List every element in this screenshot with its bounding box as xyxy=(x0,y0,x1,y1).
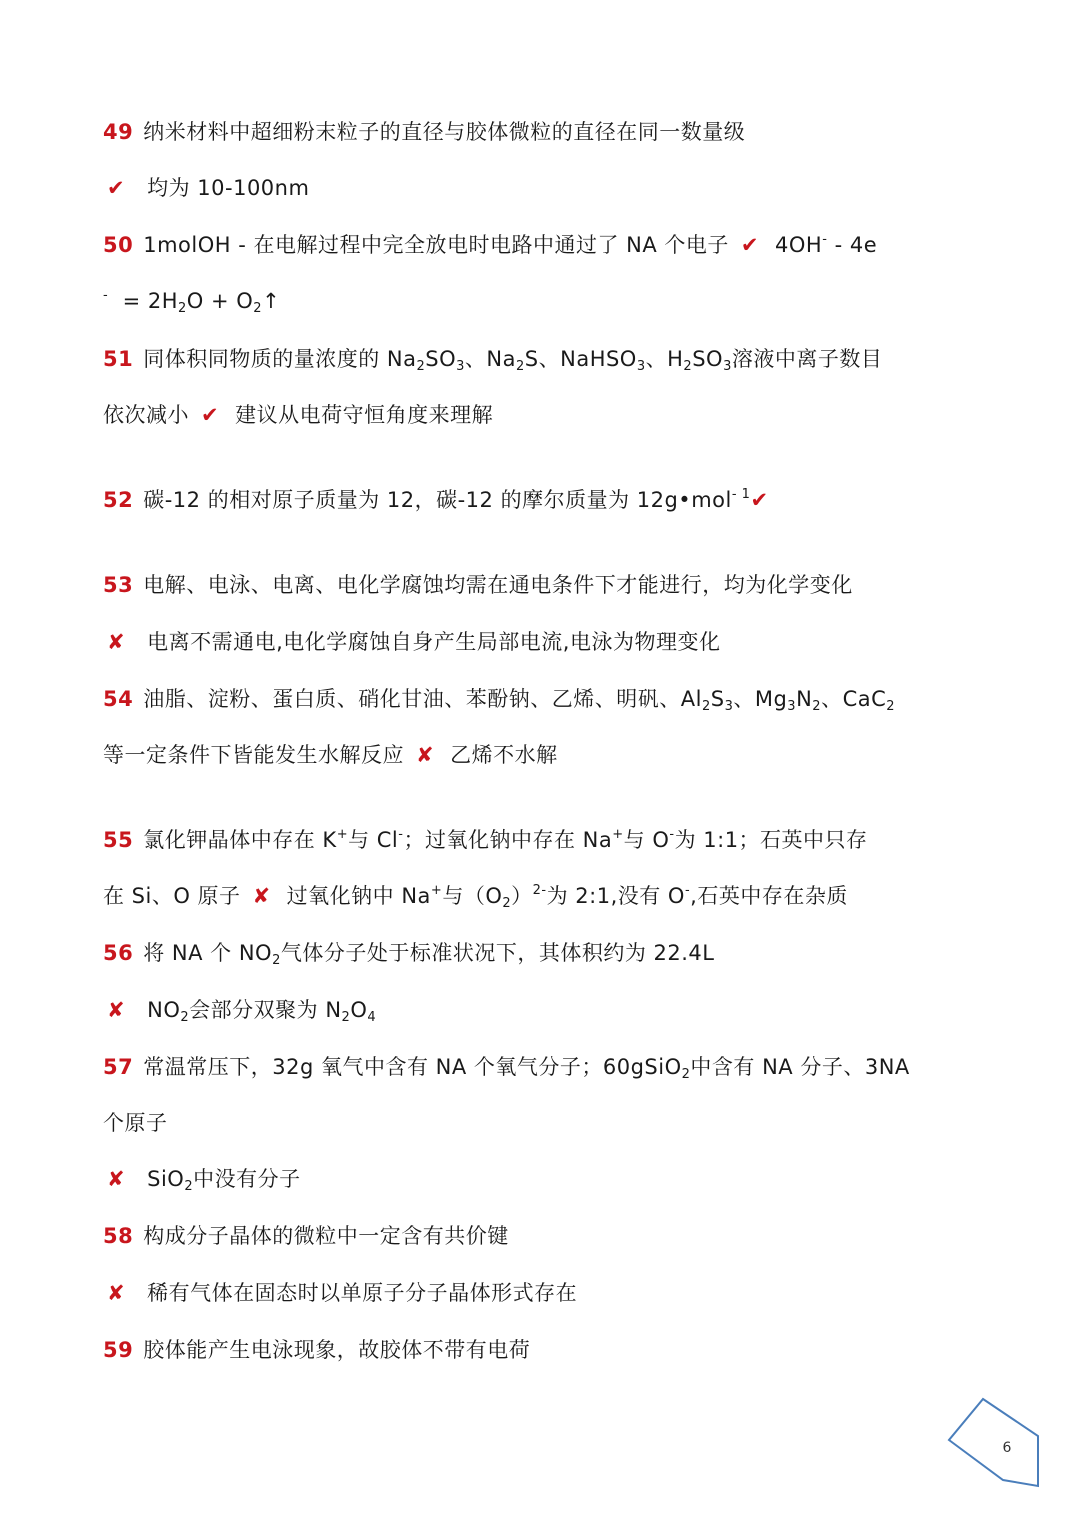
q49-statement xyxy=(103,117,1020,147)
q55-answer-text: 为 2:1,没有 O xyxy=(546,884,685,908)
q50-sup: - xyxy=(822,232,828,247)
q56-answer-text: NO xyxy=(147,998,181,1022)
q57-continuation xyxy=(103,1108,1020,1138)
q57-text: 中含有 NA 分子、3NA xyxy=(690,1055,910,1079)
q55-answer-text: ） xyxy=(511,884,533,908)
q51-text: SO xyxy=(425,347,457,371)
q56-sub: 2 xyxy=(180,1010,190,1025)
q50-formula-part: = 2H xyxy=(122,289,178,313)
q55-sup: + xyxy=(612,827,624,842)
q51-text: SO xyxy=(692,347,724,371)
q50-sub: 2 xyxy=(253,301,263,316)
q54-sub: 3 xyxy=(724,699,734,714)
q55-sup: - xyxy=(684,883,691,898)
q54-text: 油脂、淀粉、蛋白质、硝化甘油、苯酚钠、乙烯、明矾、Al xyxy=(143,687,702,711)
q54-sub: 2 xyxy=(812,699,822,714)
check-icon: ✔ xyxy=(750,488,769,512)
q51-sub: 3 xyxy=(723,359,732,374)
q50-formula-part: - 4e xyxy=(827,233,878,257)
q55-sup: + xyxy=(336,827,349,842)
q57-sub: 2 xyxy=(681,1067,691,1082)
q51-sub: 3 xyxy=(636,359,646,374)
q56-sub: 4 xyxy=(367,1010,377,1025)
page-badge-icon xyxy=(945,1396,1041,1490)
q57-text: 常温常压下，32g 氧气中含有 NA 个氧气分子；60gSiO xyxy=(143,1055,682,1079)
q51-sub: 2 xyxy=(416,359,426,374)
cross-icon: ✘ xyxy=(107,998,126,1022)
q56-answer xyxy=(103,995,1020,1025)
q49-text: 纳米材料中超细粉末粒子的直径与胶体微粒的直径在同一数量级 xyxy=(143,120,746,144)
q51-sub: 3 xyxy=(456,359,465,374)
q51-text: 、Na xyxy=(464,347,516,371)
q58-answer xyxy=(103,1278,1020,1308)
q55-sup: + xyxy=(430,883,443,898)
q55-text: 为 1:1；石英中只存 xyxy=(674,828,868,852)
q55-answer-text: ,石英中存在杂质 xyxy=(690,884,848,908)
page-number: 6 xyxy=(1002,1440,1012,1456)
q50-formula-part: O + O xyxy=(186,289,254,313)
q56-number: 56 xyxy=(103,941,134,965)
q58-number: 58 xyxy=(103,1224,134,1248)
q57-text: 个原子 xyxy=(103,1111,168,1135)
q54-sub: 3 xyxy=(787,699,797,714)
q50-formula-line xyxy=(103,286,1020,316)
q54-text: 、CaC xyxy=(821,687,887,711)
q55-text: 与 Cl xyxy=(348,828,399,852)
q50-text: 1molOH - 在电解过程中完全放电时电路中通过了 NA 个电子 xyxy=(143,233,729,257)
q51-text: 同体积同物质的量浓度的 Na xyxy=(143,347,417,371)
q55-statement xyxy=(103,825,1020,855)
cross-icon: ✘ xyxy=(107,1167,126,1191)
q57-answer xyxy=(103,1164,1020,1194)
q56-answer-text: 会部分双聚为 N xyxy=(189,998,342,1022)
q52-sup: - 1 xyxy=(731,487,751,502)
q50-sub: 2 xyxy=(178,301,187,316)
q55-text: 氯化钾晶体中存在 K xyxy=(143,828,337,852)
q52-number: 52 xyxy=(103,488,134,512)
check-icon: ✔ xyxy=(201,403,220,427)
q50-arrow: ↑ xyxy=(262,289,281,313)
q51-sub: 2 xyxy=(516,359,525,374)
q52-statement xyxy=(103,485,1020,515)
q55-number: 55 xyxy=(103,828,134,852)
q53-number: 53 xyxy=(103,573,134,597)
check-icon: ✔ xyxy=(107,176,126,200)
q57-answer-text: 中没有分子 xyxy=(193,1167,301,1191)
q55-sup: 2- xyxy=(532,883,547,898)
q57-sub: 2 xyxy=(184,1179,194,1194)
q56-sub: 2 xyxy=(272,953,281,968)
q56-sub: 2 xyxy=(341,1010,351,1025)
q51-statement xyxy=(103,344,1020,374)
q54-text: N xyxy=(796,687,813,711)
q54-continuation xyxy=(103,740,1020,770)
q55-continuation xyxy=(103,881,1020,911)
q55-answer-text: 过氧化钠中 Na xyxy=(286,884,431,908)
q58-answer-text: 稀有气体在固态时以单原子分子晶体形式存在 xyxy=(147,1281,578,1305)
q53-answer-text: 电离不需通电,电化学腐蚀自身产生局部电流,电泳为物理变化 xyxy=(147,630,721,654)
cross-icon: ✘ xyxy=(107,630,126,654)
q54-sub: 2 xyxy=(701,699,711,714)
q56-text: 将 NA 个 NO xyxy=(143,941,273,965)
q54-number: 54 xyxy=(103,687,134,711)
q59-number: 59 xyxy=(103,1338,134,1362)
q51-text: 溶液中离子数目 xyxy=(731,347,883,371)
q59-text: 胶体能产生电泳现象，故胶体不带有电荷 xyxy=(143,1338,531,1362)
q59-statement xyxy=(103,1335,1020,1365)
q51-sub: 2 xyxy=(683,359,693,374)
q55-text: 在 Si、O 原子 xyxy=(103,884,241,908)
cross-icon: ✘ xyxy=(107,1281,126,1305)
q50-sup: - xyxy=(103,288,109,303)
q55-sup: - xyxy=(669,827,675,842)
q51-answer-text: 建议从电荷守恒角度来理解 xyxy=(235,403,494,427)
q52-text: 碳-12 的相对原子质量为 12，碳-12 的摩尔质量为 12g•mol xyxy=(143,488,732,512)
check-icon: ✔ xyxy=(740,233,760,257)
q56-answer-text: O xyxy=(350,998,368,1022)
q51-text: 依次减小 xyxy=(103,403,189,427)
q55-answer-text: 与（O xyxy=(442,884,503,908)
q54-answer-text: 乙烯不水解 xyxy=(450,743,558,767)
q51-continuation xyxy=(103,400,1020,430)
q56-text: 气体分子处于标准状况下，其体积约为 22.4L xyxy=(280,941,715,965)
q51-number: 51 xyxy=(103,347,134,371)
q50-statement xyxy=(103,230,1020,260)
q55-text: 与 O xyxy=(623,828,670,852)
q54-statement xyxy=(103,684,1020,714)
q53-statement xyxy=(103,570,1020,600)
cross-icon: ✘ xyxy=(252,884,271,908)
q53-text: 电解、电泳、电离、电化学腐蚀均需在通电条件下才能进行，均为化学变化 xyxy=(143,573,853,597)
q49-number: 49 xyxy=(103,120,134,144)
q57-number: 57 xyxy=(103,1055,134,1079)
cross-icon: ✘ xyxy=(416,743,435,767)
q49-answer-text: 均为 10-100nm xyxy=(147,176,310,200)
q54-text: S xyxy=(710,687,725,711)
q55-sub: 2 xyxy=(502,896,512,911)
q55-text: ；过氧化钠中存在 Na xyxy=(403,828,613,852)
q56-statement xyxy=(103,938,1020,968)
q51-text: S、NaHSO xyxy=(524,347,637,371)
q54-text: 、Mg xyxy=(733,687,788,711)
q57-statement xyxy=(103,1052,1020,1082)
q53-answer xyxy=(103,627,1020,657)
q58-statement xyxy=(103,1221,1020,1251)
q50-number: 50 xyxy=(103,233,134,257)
q55-sup: - xyxy=(398,827,404,842)
q58-text: 构成分子晶体的微粒中一定含有共价键 xyxy=(143,1224,509,1248)
q50-formula-part: 4OH xyxy=(775,233,823,257)
q49-answer xyxy=(103,173,1020,203)
q54-text: 等一定条件下皆能发生水解反应 xyxy=(103,743,404,767)
q51-text: 、H xyxy=(645,347,684,371)
q54-sub: 2 xyxy=(886,699,896,714)
q57-answer-text: SiO xyxy=(147,1167,185,1191)
